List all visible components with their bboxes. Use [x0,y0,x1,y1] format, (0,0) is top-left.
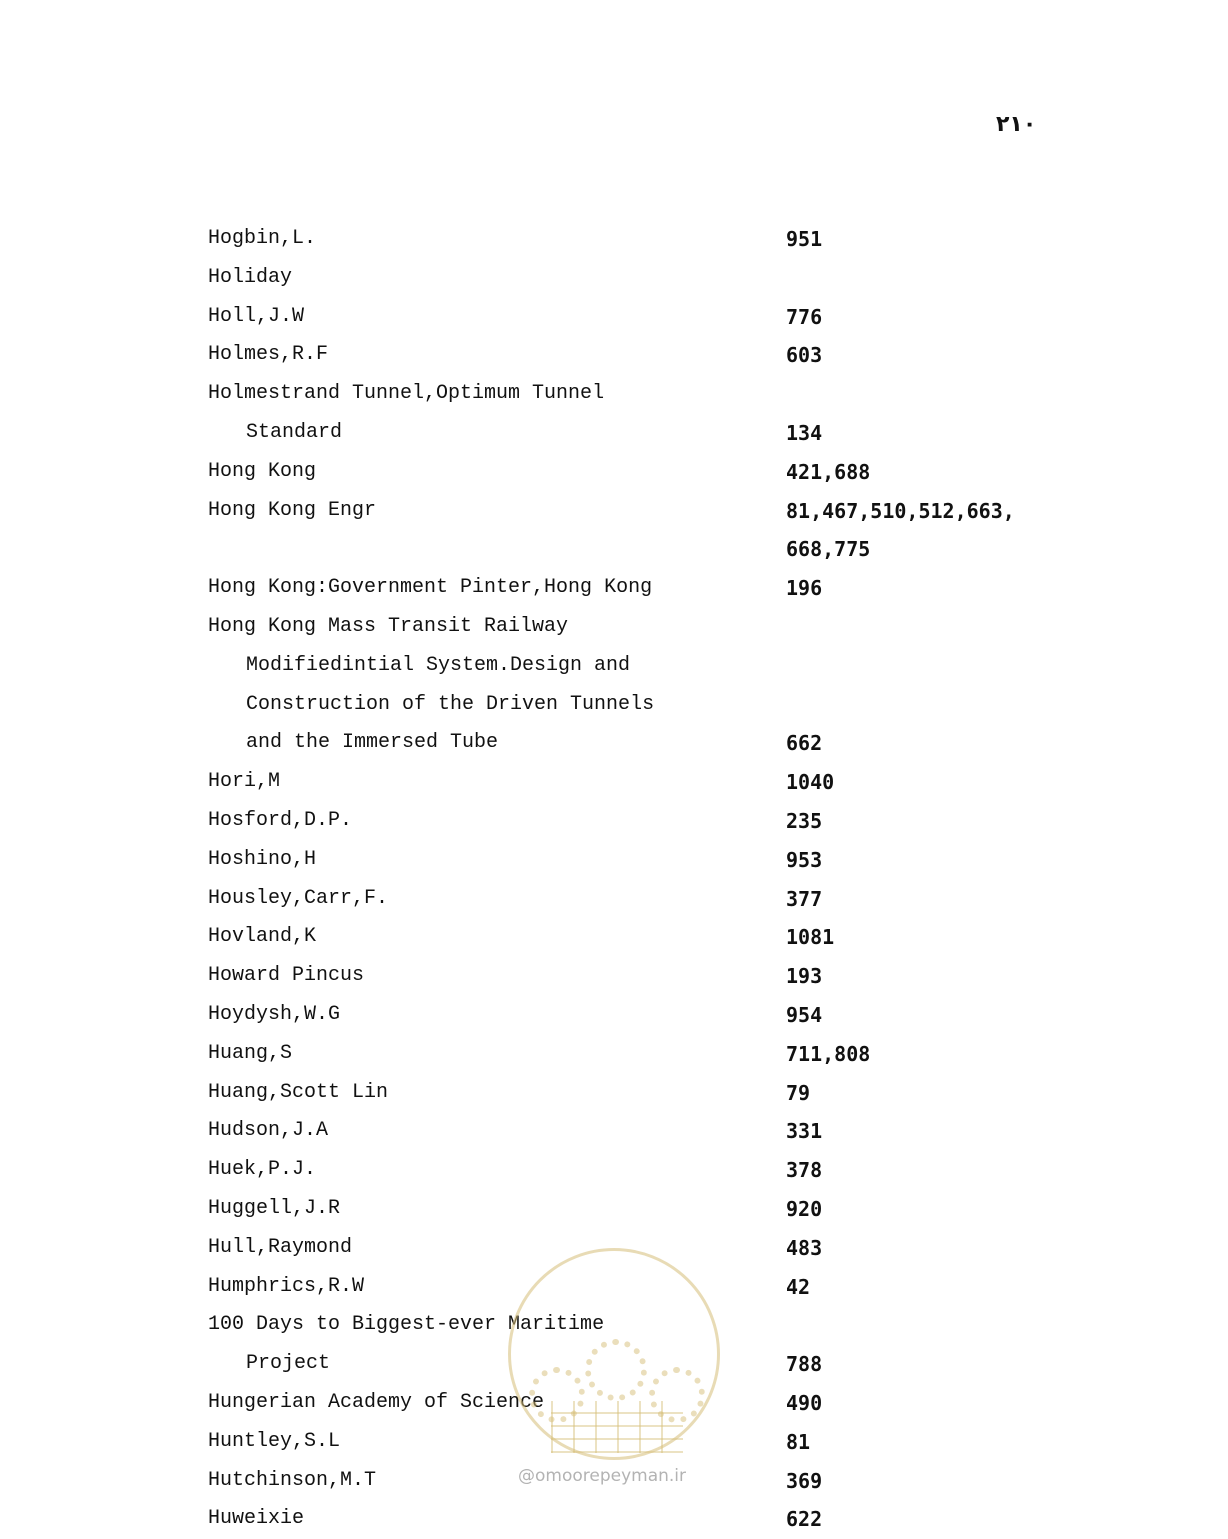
index-entry [0,686,1228,725]
index-entry [0,1112,1228,1151]
index-term: Holmestrand Tunnel,Optimum Tunnel [208,382,605,406]
index-entry [0,414,1228,453]
index-term: Hogbin,L. [208,227,317,250]
index-term: Hungerian Academy of Science [208,1390,545,1414]
index-term: Huang,Scott Lin [208,1080,389,1104]
index-entry [0,608,1228,647]
index-pages: 134 [786,420,823,445]
index-pages: 711,808 [786,1041,871,1066]
page-number: ۲۱۰ [996,112,1037,137]
index-pages: 622 [786,1507,823,1532]
index-pages: 235 [786,808,823,833]
index-term: Holiday [208,265,293,289]
index-term: Huang,S [208,1041,293,1065]
index-entry [0,1345,1228,1384]
index-pages: 483 [786,1235,823,1260]
index-term: Hovland,K [208,925,317,949]
index-entry [0,957,1228,996]
index-entry [0,763,1228,802]
index-pages: 79 [786,1080,811,1105]
index-entry [0,336,1228,375]
index-term: Holmes,R.F [208,343,329,367]
index-pages: 951 [786,227,823,251]
index-term: Huntley,S.L [208,1429,341,1453]
index-term: Hudson,J.A [208,1119,329,1143]
index-term: Hosford,D.P. [208,808,353,832]
index-pages: 193 [786,964,823,989]
index-entry [0,530,1228,569]
index-pages: 662 [786,731,823,756]
index-term: Howard Pincus [208,964,365,988]
index-entry [0,724,1228,763]
index-pages: 378 [786,1158,823,1183]
index-entry [0,1229,1228,1268]
index-term: Hull,Raymond [208,1235,353,1259]
index-entry [0,298,1228,337]
index-term: 100 Days to Biggest-ever Maritime [208,1313,605,1337]
index-pages: 490 [786,1390,823,1415]
index-pages: 377 [786,886,823,911]
index-entry [0,1268,1228,1307]
index-term: Huweixie [208,1507,305,1531]
index-entry [0,569,1228,608]
index-term: Hoshino,H [208,847,317,871]
index-pages: 196 [786,576,823,601]
index-entry [0,841,1228,880]
index-pages: 953 [786,847,823,872]
index-term: Humphrics,R.W [208,1274,365,1298]
index-list [0,220,1228,1539]
index-entry [0,880,1228,919]
index-pages: 920 [786,1196,823,1221]
index-entry [0,918,1228,957]
index-entry [0,1384,1228,1423]
index-term: Hong Kong Mass Transit Railway [208,614,569,638]
index-pages: 776 [786,304,823,329]
index-pages: 369 [786,1468,823,1493]
index-entry [0,647,1228,686]
index-term: Huggell,J.R [208,1196,341,1220]
index-pages: 331 [786,1119,823,1144]
index-entry [0,1306,1228,1345]
index-term: Hong Kong [208,459,317,483]
index-term: Hong Kong Engr [208,498,377,522]
index-entry [0,1423,1228,1462]
index-entry [0,220,1228,259]
index-entry [0,1500,1228,1539]
index-pages: 81,467,510,512,663, [786,498,1015,523]
index-entry [0,1151,1228,1190]
index-term: Huek,P.J. [208,1158,317,1182]
index-entry [0,453,1228,492]
index-entry [0,259,1228,298]
index-pages: 954 [786,1002,823,1027]
index-pages: 603 [786,343,823,368]
index-term: Hutchinson,M.T [208,1468,377,1492]
index-pages: 42 [786,1274,811,1299]
index-term: Housley,Carr,F. [208,886,389,910]
index-term: Modifiedintial System.Design and [246,653,631,677]
index-term: and the Immersed Tube [246,731,499,755]
index-term: Hoydysh,W.G [208,1002,341,1026]
index-entry [0,375,1228,414]
index-entry [0,1190,1228,1229]
index-term: Standard [246,420,343,444]
index-pages: 1081 [786,925,835,950]
index-entry [0,802,1228,841]
index-term: Project [246,1352,331,1376]
index-entry [0,996,1228,1035]
index-term: Hori,M [208,770,281,794]
index-term: Construction of the Driven Tunnels [246,692,655,716]
index-pages: 788 [786,1352,823,1377]
index-entry [0,1035,1228,1074]
index-pages: 81 [786,1429,811,1454]
index-entry [0,1074,1228,1113]
watermark-text: @omoorepeyman.ir [518,1466,687,1486]
index-pages: 421,688 [786,459,871,484]
index-pages: 668,775 [786,537,871,562]
index-pages: 1040 [786,770,835,795]
index-term: Hong Kong:Government Pinter,Hong Kong [208,576,653,600]
index-entry [0,492,1228,531]
index-term: Holl,J.W [208,304,305,328]
